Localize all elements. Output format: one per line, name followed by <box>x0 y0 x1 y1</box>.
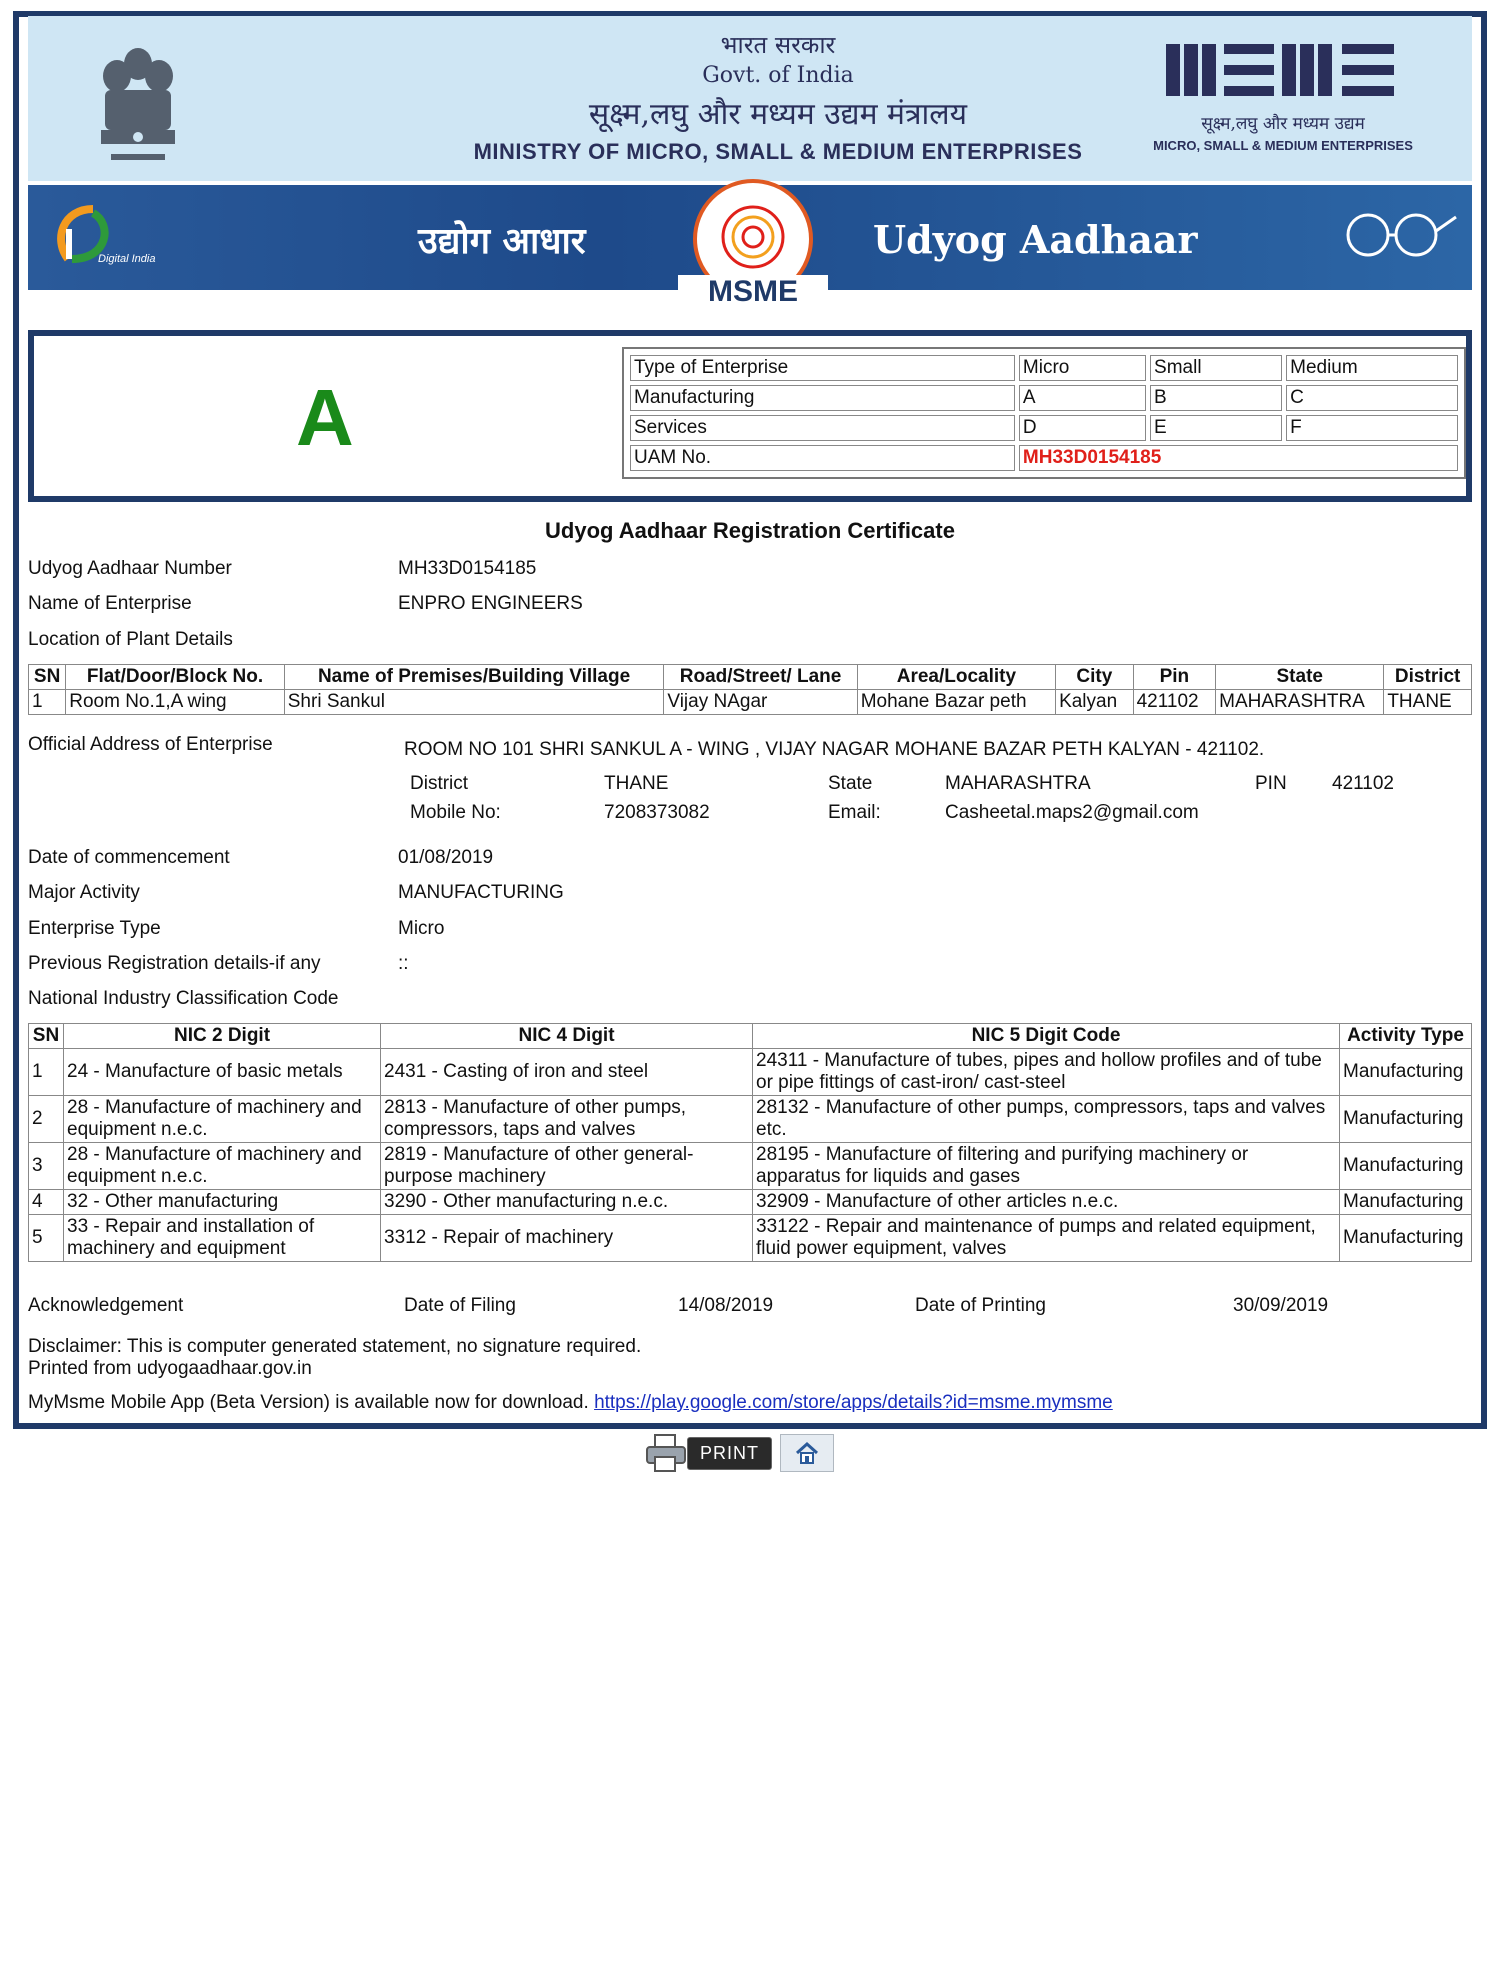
nic-cell: 2819 - Manufacture of other general-purpose machinery <box>381 1143 753 1190</box>
plant-header: Name of Premises/Building Village <box>284 665 664 690</box>
plant-header: SN <box>29 665 66 690</box>
mobile-label: Mobile No: <box>410 802 501 823</box>
nic-cell: 28132 - Manufacture of other pumps, compressors, taps and valves etc. <box>753 1096 1340 1143</box>
pin-label: PIN <box>1255 773 1287 794</box>
ministry-banner <box>28 16 1472 181</box>
class-cell: D <box>1019 415 1146 441</box>
nic-header: Activity Type <box>1340 1024 1472 1049</box>
state-value: MAHARASHTRA <box>945 773 1091 794</box>
previous-reg-label: Previous Registration details-if any <box>28 953 321 974</box>
plant-cell: Shri Sankul <box>284 690 664 715</box>
nic-cell: 32909 - Manufacture of other articles n.e.c. <box>753 1190 1340 1215</box>
disclaimer-text: Disclaimer: This is computer generated statement, no signature required. <box>28 1336 642 1357</box>
printer-icon <box>645 1433 687 1473</box>
nic-cell: 33 - Repair and installation of machinery and equipment <box>64 1215 381 1262</box>
seal-msme-text: MSME <box>708 275 798 307</box>
enterprise-name-value: ENPRO ENGINEERS <box>398 593 583 614</box>
digital-india-text: Digital India <box>98 253 156 265</box>
enterprise-type-label: Enterprise Type <box>28 918 161 939</box>
aadhaar-number-label: Udyog Aadhaar Number <box>28 558 232 579</box>
printing-date-label: Date of Printing <box>915 1295 1046 1316</box>
home-button[interactable] <box>780 1434 834 1472</box>
enterprise-type-value: Micro <box>398 918 445 939</box>
plant-header: Flat/Door/Block No. <box>66 665 285 690</box>
msme-hindi: सूक्ष्म,लघु और मध्यम उद्यम <box>1201 114 1365 134</box>
nic-cell: Manufacturing <box>1340 1190 1472 1215</box>
nic-cell: 2431 - Casting of iron and steel <box>381 1049 753 1096</box>
uam-number: MH33D0154185 <box>1019 445 1458 471</box>
nic-cell: 5 <box>29 1215 64 1262</box>
govt-hindi: भारत सरकार <box>720 31 836 59</box>
msme-wordmark-icon <box>1148 38 1418 102</box>
msme-logo <box>1148 38 1418 153</box>
nic-cell: 28 - Manufacture of machinery and equipment n.e.c. <box>64 1143 381 1190</box>
previous-reg-value: :: <box>398 953 409 974</box>
printed-from-text: Printed from udyogaadhaar.gov.in <box>28 1358 312 1379</box>
ministry-hindi: सूक्ष्म,लघु और मध्यम उद्यम मंत्रालय <box>588 97 968 132</box>
official-address-value: ROOM NO 101 SHRI SANKUL A - WING , VIJAY NAGAR MOHANE BAZAR PETH KALYAN - 421102. <box>404 739 1265 760</box>
official-address-label: Official Address of Enterprise <box>28 734 273 755</box>
print-button[interactable] <box>645 1433 772 1473</box>
nic-cell: 28 - Manufacture of machinery and equipment n.e.c. <box>64 1096 381 1143</box>
plant-cell: 421102 <box>1133 690 1216 715</box>
plant-cell: Kalyan <box>1056 690 1134 715</box>
class-header-medium: Medium <box>1286 355 1458 381</box>
commencement-label: Date of commencement <box>28 847 230 868</box>
table-row <box>29 1190 1472 1215</box>
plant-header: State <box>1216 665 1384 690</box>
plant-header: Pin <box>1133 665 1216 690</box>
table-row <box>29 690 1472 715</box>
mobile-value: 7208373082 <box>604 802 710 823</box>
udyog-hindi-title: उद्योग आधार <box>418 220 586 262</box>
table-row <box>29 1096 1472 1143</box>
govt-english: Govt. of India <box>702 63 854 88</box>
plant-header: District <box>1384 665 1472 690</box>
plant-header: Area/Locality <box>857 665 1055 690</box>
plant-location-table <box>28 664 1472 715</box>
print-label: PRINT <box>687 1437 772 1470</box>
print-toolbar <box>645 1433 834 1473</box>
nic-cell: 3 <box>29 1143 64 1190</box>
email-value: Casheetal.maps2@gmail.com <box>945 802 1199 823</box>
pin-value: 421102 <box>1332 773 1394 794</box>
classification-table <box>622 347 1466 479</box>
nic-cell: 3312 - Repair of machinery <box>381 1215 753 1262</box>
state-label: State <box>828 773 873 794</box>
plant-header: Road/Street/ Lane <box>664 665 857 690</box>
national-emblem-icon <box>83 34 193 174</box>
major-activity-label: Major Activity <box>28 882 140 903</box>
nic-header: NIC 2 Digit <box>64 1024 381 1049</box>
enterprise-name-label: Name of Enterprise <box>28 593 192 614</box>
nic-cell: 28195 - Manufacture of filtering and purifying machinery or apparatus for liquids and gases <box>753 1143 1340 1190</box>
plant-cell: THANE <box>1384 690 1472 715</box>
plant-header: City <box>1056 665 1134 690</box>
nic-cell: 1 <box>29 1049 64 1096</box>
plant-location-label: Location of Plant Details <box>28 629 233 650</box>
msme-english: MICRO, SMALL & MEDIUM ENTERPRISES <box>1153 138 1413 153</box>
class-cell: B <box>1150 385 1282 411</box>
plant-cell: Room No.1,A wing <box>66 690 285 715</box>
nic-header: NIC 5 Digit Code <box>753 1024 1340 1049</box>
class-row-label: Services <box>630 415 1015 441</box>
udyog-english-title: Udyog Aadhaar <box>873 217 1198 262</box>
district-label: District <box>410 773 469 794</box>
nic-cell: 24 - Manufacture of basic metals <box>64 1049 381 1096</box>
district-value: THANE <box>604 773 669 794</box>
ministry-title-block <box>408 28 1148 165</box>
nic-header: NIC 4 Digit <box>381 1024 753 1049</box>
nic-cell: 4 <box>29 1190 64 1215</box>
class-header-small: Small <box>1150 355 1282 381</box>
home-icon <box>794 1440 820 1466</box>
certificate-title: Udyog Aadhaar Registration Certificate <box>545 518 955 543</box>
plant-cell: Vijay NAgar <box>664 690 857 715</box>
filing-date-label: Date of Filing <box>404 1295 516 1316</box>
play-store-link[interactable]: https://play.google.com/store/apps/details?id=msme.mymsme <box>594 1392 1113 1413</box>
printing-date-value: 30/09/2019 <box>1233 1295 1329 1316</box>
nic-label: National Industry Classification Code <box>28 988 339 1009</box>
classification-letter: A <box>296 373 354 462</box>
commencement-value: 01/08/2019 <box>398 847 494 868</box>
nic-cell: 33122 - Repair and maintenance of pumps and related equipment, fluid power equipment, valves <box>753 1215 1340 1262</box>
app-download-notice <box>28 1392 1113 1414</box>
class-header-micro: Micro <box>1019 355 1146 381</box>
nic-cell: 2813 - Manufacture of other pumps, compressors, taps and valves <box>381 1096 753 1143</box>
class-header-type: Type of Enterprise <box>630 355 1015 381</box>
digital-india-logo <box>48 199 178 279</box>
uam-label: UAM No. <box>630 445 1015 471</box>
acknowledgement-label: Acknowledgement <box>28 1295 184 1316</box>
plant-cell: MAHARASHTRA <box>1216 690 1384 715</box>
nic-cell: 3290 - Other manufacturing n.e.c. <box>381 1190 753 1215</box>
enterprise-classification-box <box>28 330 1472 502</box>
nic-cell: Manufacturing <box>1340 1143 1472 1190</box>
nic-cell: Manufacturing <box>1340 1049 1472 1096</box>
nic-cell: Manufacturing <box>1340 1096 1472 1143</box>
class-cell: C <box>1286 385 1458 411</box>
email-label: Email: <box>828 802 881 823</box>
swachh-bharat-glasses-icon <box>1328 207 1458 267</box>
table-row <box>29 1143 1472 1190</box>
nic-cell: 32 - Other manufacturing <box>64 1190 381 1215</box>
ministry-english: MINISTRY OF MICRO, SMALL & MEDIUM ENTERPRISES <box>473 139 1083 164</box>
class-cell: F <box>1286 415 1458 441</box>
plant-cell: 1 <box>29 690 66 715</box>
class-cell: E <box>1150 415 1282 441</box>
nic-cell: Manufacturing <box>1340 1215 1472 1262</box>
filing-date-value: 14/08/2019 <box>678 1295 774 1316</box>
aadhaar-number-value: MH33D0154185 <box>398 558 537 579</box>
nic-cell: 24311 - Manufacture of tubes, pipes and hollow profiles and of tube or pipe fittings of cast-iron/ cast-steel <box>753 1049 1340 1096</box>
udyog-aadhaar-seal-icon <box>668 177 838 307</box>
major-activity-value: MANUFACTURING <box>398 882 564 903</box>
nic-table <box>28 1023 1472 1262</box>
table-row <box>29 1215 1472 1262</box>
nic-header: SN <box>29 1024 64 1049</box>
udyog-aadhaar-banner <box>28 185 1472 307</box>
nic-cell: 2 <box>29 1096 64 1143</box>
class-cell: A <box>1019 385 1146 411</box>
plant-cell: Mohane Bazar peth <box>857 690 1055 715</box>
app-download-text: MyMsme Mobile App (Beta Version) is available now for download. <box>28 1392 589 1413</box>
class-row-label: Manufacturing <box>630 385 1015 411</box>
table-row <box>29 1049 1472 1096</box>
